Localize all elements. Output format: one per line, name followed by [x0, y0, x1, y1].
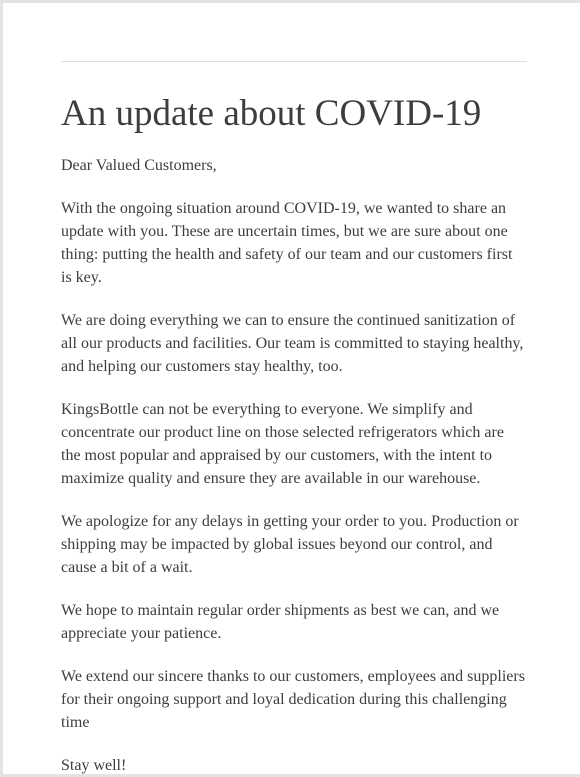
paragraph-product-line: KingsBottle can not be everything to everyone. We simplify and concentrate our product line on those selected refrigerators which are the most popular and appraised by our customers, with the intent to maximize quality and ensure they are available in our warehouse.	[61, 401, 504, 487]
paragraph-health-safety: With the ongoing situation around COVID-19, we wanted to share an update with you. These are uncertain times, but we are sure about one thing: putting the health and safety of our team and our customers first is key.	[61, 200, 513, 286]
letter-closing: Stay well!	[61, 757, 127, 774]
top-divider	[61, 61, 527, 62]
letter-title: An update about COVID-19	[61, 93, 482, 134]
email-page	[3, 3, 580, 774]
paragraph-thanks: We extend our sincere thanks to our customers, employees and suppliers for their ongoing support and loyal dedication during this challenging time	[61, 668, 525, 731]
letter-body	[61, 61, 527, 777]
paragraph-delays: We apologize for any delays in getting your order to you. Production or shipping may be impacted by global issues beyond our control, and cause a bit of a wait.	[61, 513, 519, 576]
paragraph-shipments: We hope to maintain regular order shipments as best we can, and we appreciate your patience.	[61, 602, 500, 642]
letter-salutation: Dear Valued Customers,	[61, 157, 217, 174]
paragraph-sanitization: We are doing everything we can to ensure the continued sanitization of all our products and facilities. Our team is committed to staying healthy, and helping our customers stay healthy, too.	[61, 312, 524, 375]
